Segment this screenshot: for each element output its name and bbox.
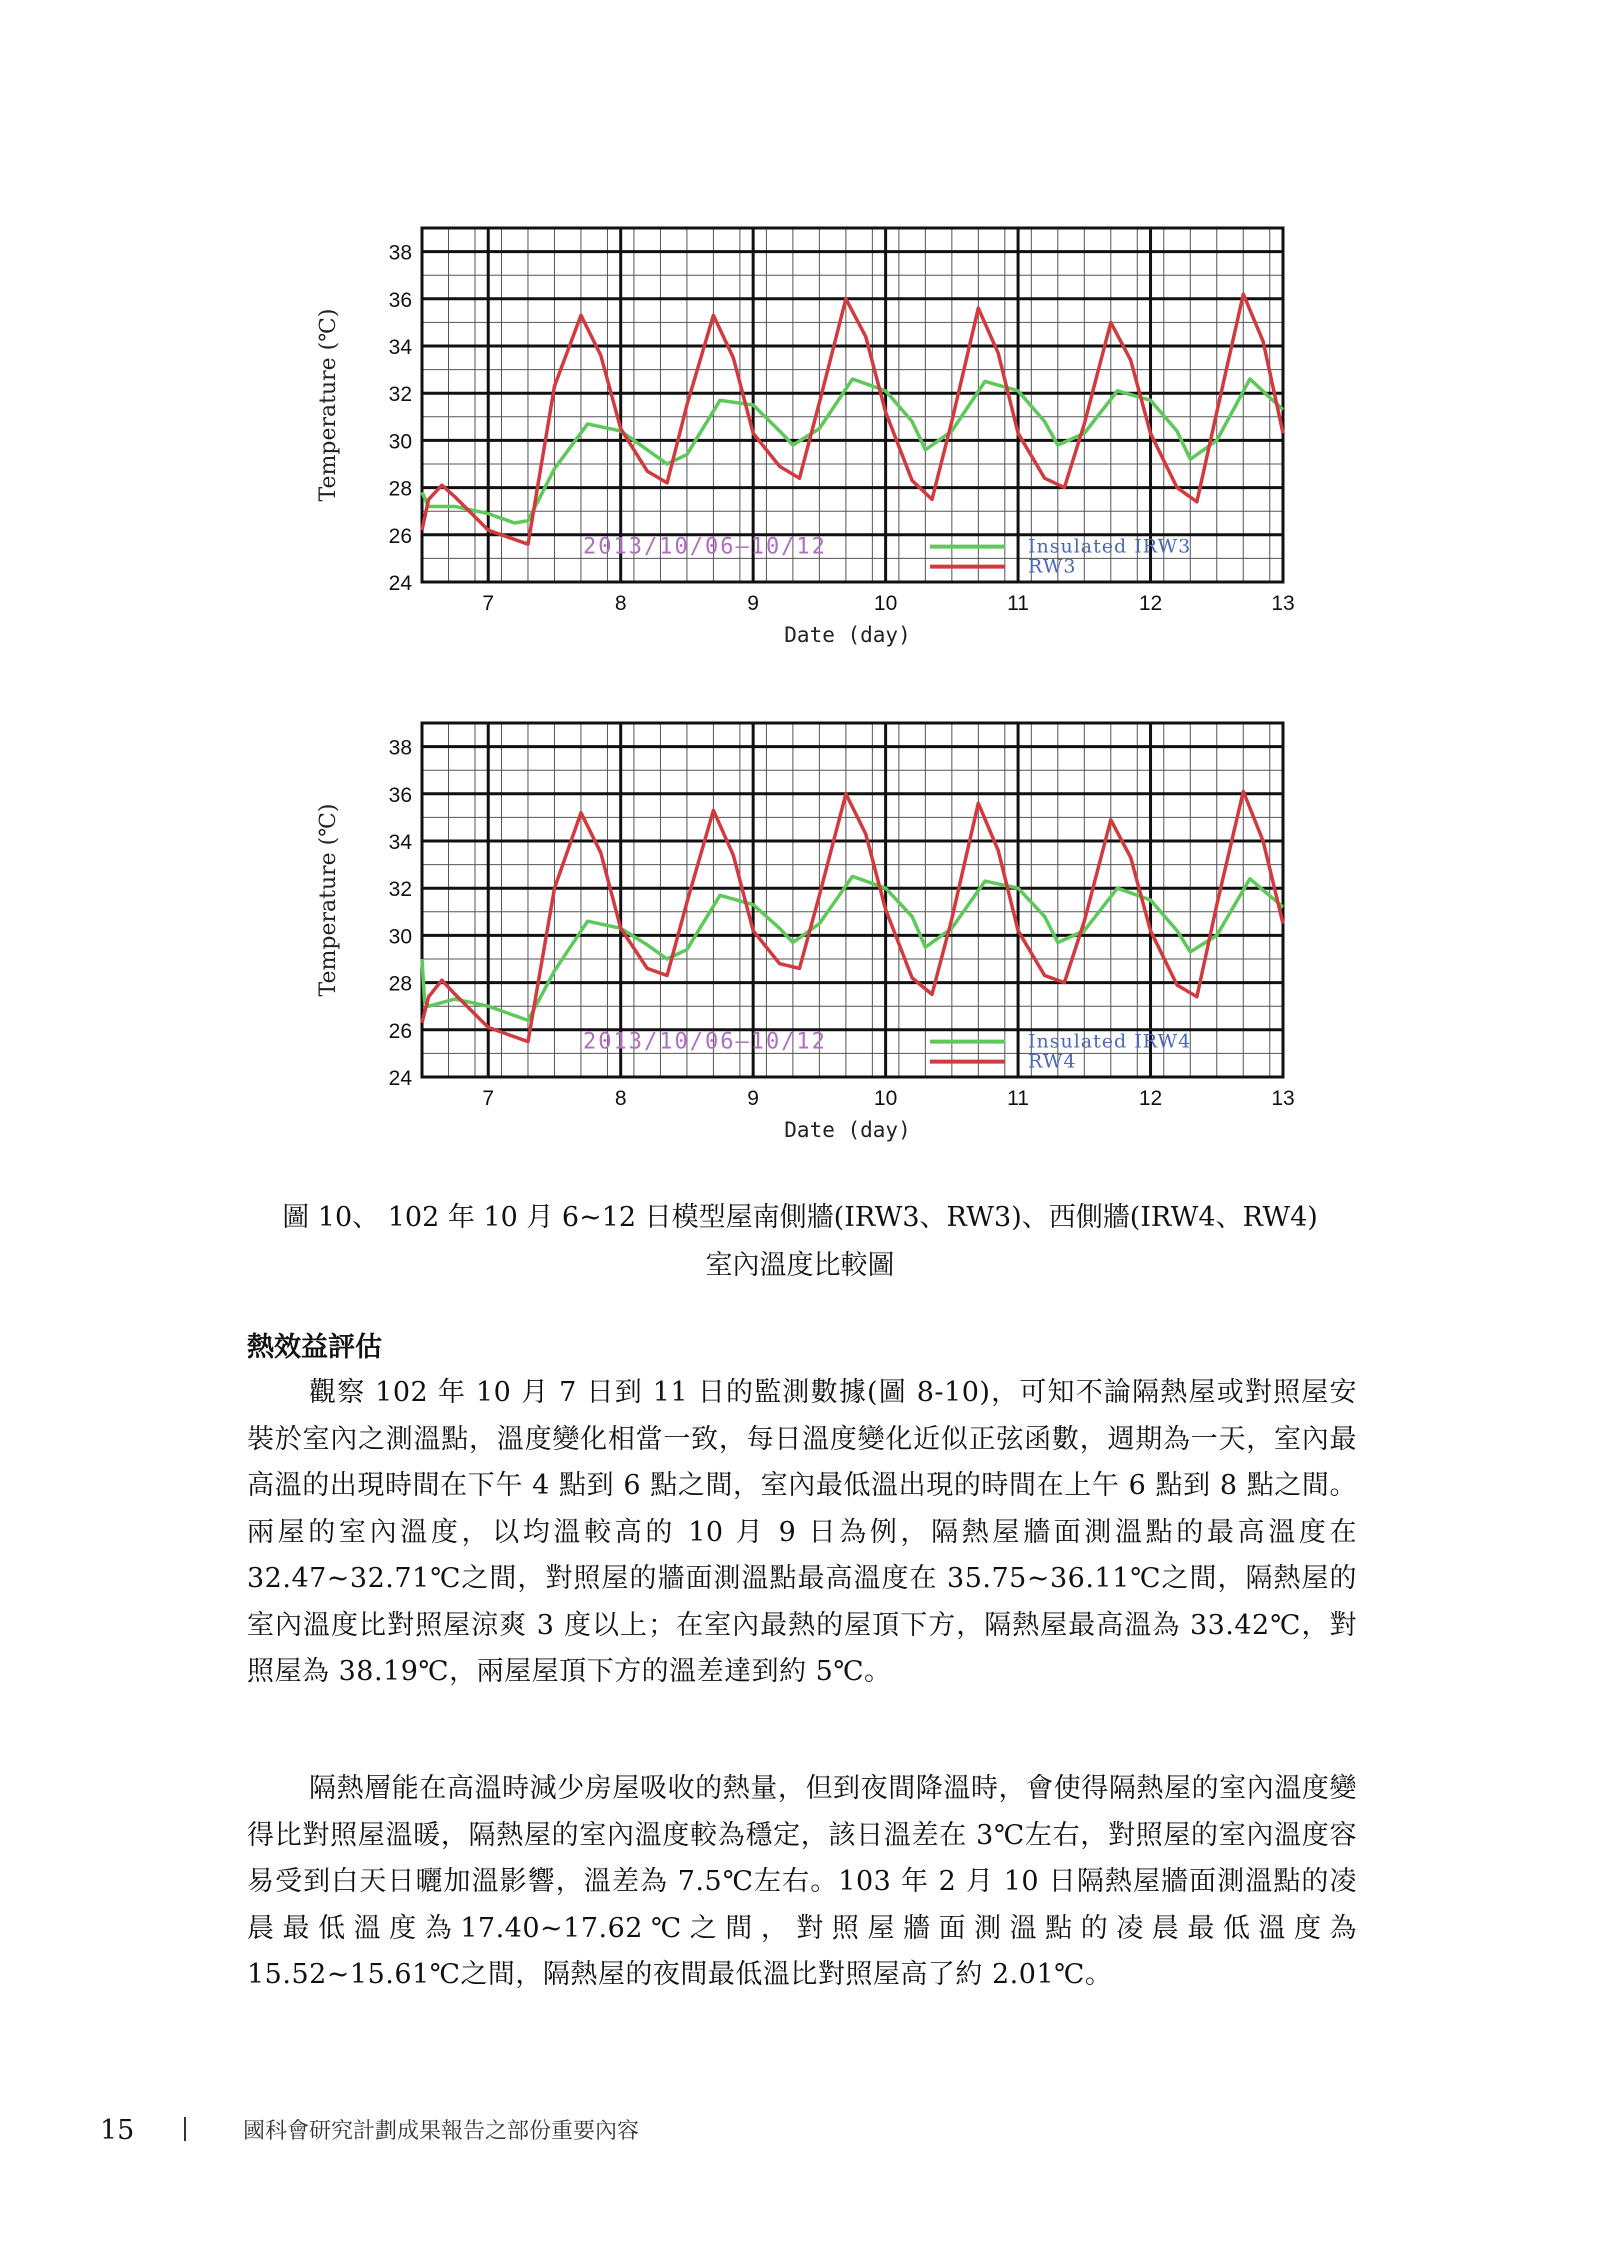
paragraph-1: 觀察 102 年 10 月 7 日到 11 日的監測數據(圖 8-10)，可知不論隔熱屋或對照屋安裝於室內之測溫點，溫度變化相當一致，每日溫度變化近似正弦函數，週期為一天，室內最高溫的出現時間在下午 4 點到 6 點之間，室內最低溫出現的時間在上午 6 點到 8 點之間。兩屋的室內溫度，以均溫較高的 10 月 9 日為例，隔熱屋牆面測溫點的最高溫度在 32.47~32.71℃之間，對照屋的牆面測溫點最高溫度在 35.75~36.11℃之間，隔熱屋的室內溫度比對照屋涼爽 3 度以上；在室內最熱的屋頂下方，隔熱屋最高溫為 33.42℃，對照屋為 38.19℃，兩屋屋頂下方的溫差達到約 5℃。	[247, 1377, 1357, 1687]
chart2-legend-label-2: RW4	[1028, 1050, 1077, 1073]
chart1-x-tick-label: 12	[1138, 592, 1163, 615]
footer-divider	[184, 2117, 186, 2141]
chart2-y-tick-label: 28	[388, 972, 412, 996]
chart2-y-tick-label: 26	[388, 1019, 412, 1043]
figure-caption-line1: 圖 10、 102 年 10 月 6~12 日模型屋南側牆(IRW3、RW3)、西側牆(IRW4、RW4)	[282, 1202, 1318, 1233]
chart2-date-range-annotation: 2013/10/06—10/12	[583, 1029, 827, 1055]
chart2-x-axis-label: Date (day)	[784, 1118, 911, 1142]
chart2-series-line-2	[422, 791, 1283, 1041]
chart2-x-tick-label: 12	[1138, 1087, 1163, 1110]
chart1-date-range-annotation: 2013/10/06—10/12	[583, 534, 827, 560]
chart2-x-tick-label: 11	[1007, 1087, 1029, 1110]
chart2-y-tick-label: 30	[388, 925, 412, 949]
chart2-x-tick-label: 8	[614, 1087, 627, 1110]
paragraph-2: 隔熱層能在高溫時減少房屋吸收的熱量，但到夜間降溫時，會使得隔熱屋的室內溫度變得比對照屋溫暖，隔熱屋的室內溫度較為穩定，該日溫差在 3℃左右，對照屋的室內溫度容易受到白天日曬加溫影響，溫差為 7.5℃左右。103 年 2 月 10 日隔熱屋牆面測溫點的凌晨最低溫度為17.40~17.62℃之間，對照屋牆面測溫點的凌晨最低溫度為 15.52~15.61℃之間，隔熱屋的夜間最低溫比對照屋高了約 2.01℃。	[247, 1773, 1357, 1990]
chart1-y-tick-label: 38	[388, 241, 412, 265]
figure-caption-line2: 室內溫度比較圖	[705, 1250, 895, 1281]
chart2-y-tick-label: 34	[388, 831, 412, 854]
chart2-x-tick-label: 13	[1271, 1087, 1295, 1110]
chart2-legend-label-1: Insulated IRW4	[1028, 1030, 1192, 1053]
chart1-series-line-2	[422, 294, 1283, 544]
chart1-y-tick-label: 36	[388, 288, 412, 312]
chart-irw3-rw3	[0, 210, 1600, 650]
chart1-x-tick-label: 9	[747, 592, 759, 615]
page-number: 15	[100, 2115, 135, 2146]
chart1-legend-label-2: RW3	[1028, 555, 1077, 578]
chart-1-svg	[0, 210, 1600, 650]
chart1-x-tick-label: 11	[1007, 592, 1029, 615]
chart1-x-axis-label: Date (day)	[784, 623, 911, 647]
chart2-x-tick-label: 10	[873, 1087, 898, 1110]
chart2-x-tick-label: 7	[482, 1087, 495, 1110]
chart1-y-tick-label: 26	[388, 524, 412, 548]
chart-irw4-rw4	[0, 705, 1600, 1145]
chart1-legend-label-1: Insulated IRW3	[1028, 535, 1192, 558]
footer-text: 國科會研究計劃成果報告之部份重要內容	[243, 2119, 640, 2144]
chart2-y-tick-label: 32	[388, 878, 412, 902]
chart1-y-axis-label: Temperature (℃)	[316, 308, 341, 502]
chart1-x-tick-label: 8	[614, 592, 627, 615]
chart1-x-tick-label: 7	[482, 592, 495, 615]
chart1-y-tick-label: 32	[388, 383, 412, 407]
chart2-y-tick-label: 38	[388, 736, 412, 760]
chart2-x-tick-label: 9	[747, 1087, 759, 1110]
chart2-y-tick-label: 36	[388, 783, 412, 807]
chart1-y-tick-label: 28	[388, 477, 412, 501]
chart1-x-tick-label: 10	[873, 592, 898, 615]
section-heading: 熱效益評估	[247, 1332, 382, 1363]
chart1-y-tick-label: 30	[388, 430, 412, 454]
chart-2-svg	[0, 705, 1600, 1145]
chart2-y-tick-label: 24	[388, 1067, 412, 1090]
chart1-x-tick-label: 13	[1271, 592, 1295, 615]
chart1-y-tick-label: 34	[388, 336, 412, 359]
chart1-y-tick-label: 24	[388, 572, 412, 595]
chart2-y-axis-label: Temperature (℃)	[316, 803, 341, 997]
